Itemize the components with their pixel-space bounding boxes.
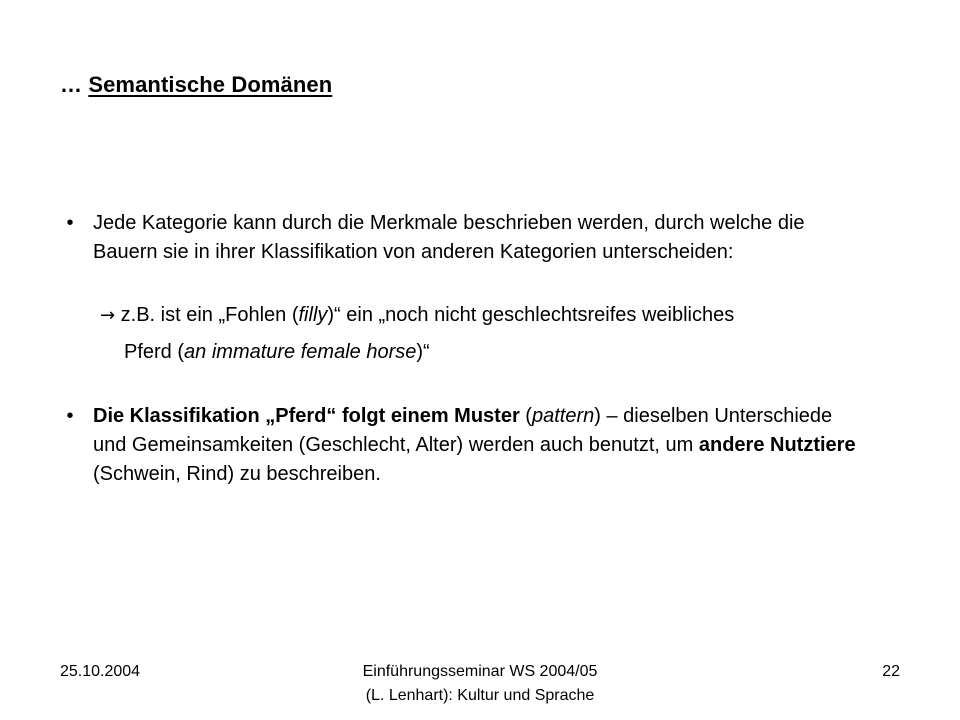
bold-phrase: Die Klassifikation „Pferd“ folgt einem Muster <box>93 405 520 427</box>
footer-course <box>280 660 680 708</box>
example-text-c: Pferd ( <box>124 341 185 363</box>
text-run: (Schwein, Rind) zu beschreiben. <box>93 463 381 485</box>
example-line-2 <box>124 338 430 367</box>
example-text-d: )“ <box>416 341 430 363</box>
example-text-a: z.B. ist ein „Fohlen ( <box>115 304 299 326</box>
bullet-text: Jede Kategorie kann durch die Merkmale beschrieben werden, durch welche die Bauern sie in ihrer Klassifikation von anderen Kategorien unterscheiden: <box>93 212 805 263</box>
italic-term: pattern <box>531 405 595 427</box>
example-italic-gloss: an immature female horse <box>184 341 417 363</box>
title-text: Semantische Domänen <box>88 72 333 97</box>
text-run: ( <box>519 405 532 427</box>
bold-phrase: andere Nutztiere <box>698 434 856 456</box>
footer-course-line-2: (L. Lenhart): Kultur und Sprache <box>365 687 595 704</box>
footer-date: 25.10.2004 <box>60 663 141 680</box>
example-line-1 <box>100 301 734 330</box>
bullet-marker: • <box>66 405 74 427</box>
slide-title <box>60 72 332 98</box>
bullet-text <box>93 402 858 489</box>
example-italic-term: filly <box>298 304 328 326</box>
footer-course-line-1: Einführungsseminar WS 2004/05 <box>362 663 598 680</box>
title-prefix: … <box>60 72 89 97</box>
text-run: ) – dieselben Unterschiede und Gemeinsamkeiten (Geschlecht, Alter) werden auch benutzt, um <box>93 405 833 456</box>
page-number: 22 <box>882 663 900 680</box>
example-text-b: )“ ein „noch nicht geschlechtsreifes weibliches <box>327 304 735 326</box>
bullet-marker: • <box>66 212 74 234</box>
arrow-right-icon: → <box>100 305 116 326</box>
